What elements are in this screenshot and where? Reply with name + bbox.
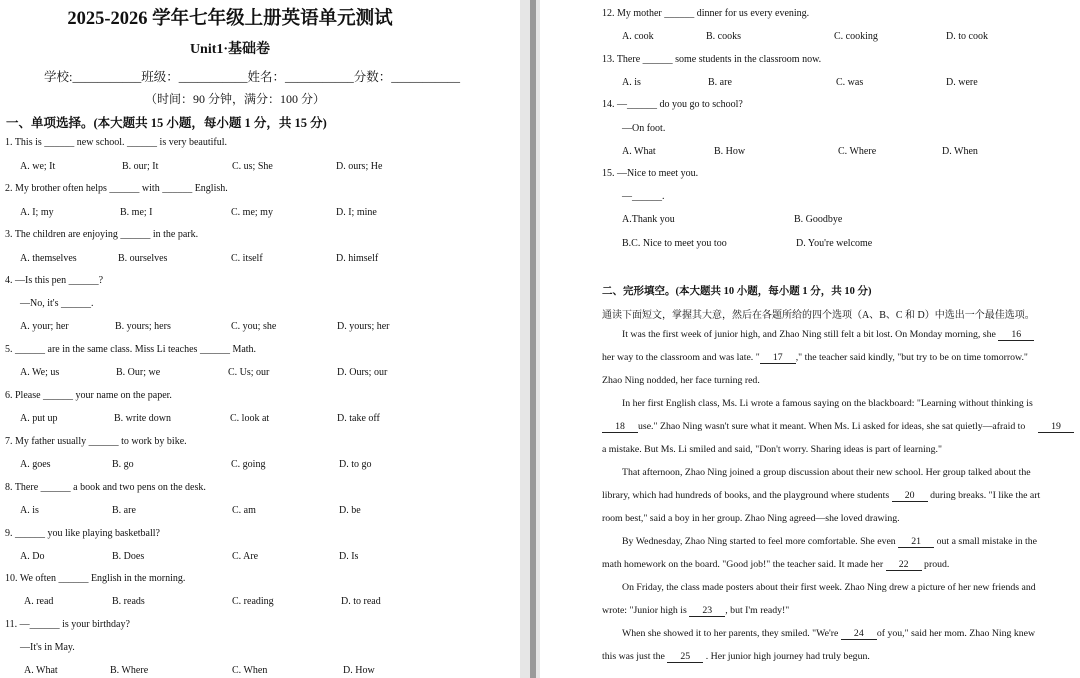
option-a[interactable]: A. We; us <box>20 367 60 378</box>
exam-title: 2025-2026 学年七年级上册英语单元测试 <box>67 9 393 29</box>
passage-text: Zhao Ning nodded, her face turning red. <box>602 375 760 386</box>
question-answer-line: —No, it's ______. <box>20 298 94 309</box>
passage-text: That afternoon, Zhao Ning joined a group discussion about their new school. Her group talked about the <box>622 467 1031 478</box>
question-stem: 3. The children are enjoying ______ in the park. <box>5 229 199 240</box>
exam-subtitle: Unit1·基础卷 <box>189 42 271 57</box>
passage-text: use." Zhao Ning wasn't sure what it meant. When Ms. Li asked for ideas, she sat quietly—afraid to <box>638 421 1026 432</box>
passage-line <box>602 605 1074 617</box>
option-d[interactable]: D. How <box>343 665 375 676</box>
passage-line <box>602 490 1074 502</box>
option-c[interactable]: C. look at <box>230 413 270 424</box>
passage-text: room best," said a boy in her group. Zhao Ning agreed—she loved drawing. <box>602 513 900 524</box>
section2-instruction: 通读下面短文，掌握其大意，然后在各题所给的四个选项（A、B、C 和 D）中选出一个最佳选项。 <box>602 310 1035 321</box>
option-a[interactable]: A. themselves <box>20 253 77 264</box>
page-divider[interactable] <box>530 0 536 678</box>
option-d[interactable]: D. I; mine <box>336 207 377 218</box>
option-a[interactable]: A. goes <box>20 459 51 470</box>
passage-text: In her first English class, Ms. Li wrote a famous saying on the blackboard: "Learning without thinking is <box>622 398 1033 409</box>
option-a[interactable]: A. Do <box>20 551 45 562</box>
option-c[interactable]: C. When <box>232 665 268 676</box>
option-a[interactable]: A. What <box>24 665 58 676</box>
option-a[interactable]: A.Thank you <box>622 214 675 225</box>
option-row <box>0 459 500 473</box>
blank-number[interactable]: 23 <box>689 605 725 617</box>
blank-number[interactable]: 24 <box>841 628 877 640</box>
question-stem: 8. There ______ a book and two pens on the desk. <box>5 482 206 493</box>
option-c[interactable]: B.C. Nice to meet you too <box>622 238 727 249</box>
option-row <box>0 321 500 335</box>
passage-text: of you," said her mom. Zhao Ning knew <box>876 628 1036 639</box>
option-b[interactable]: B. How <box>714 146 746 157</box>
option-c[interactable]: C. reading <box>232 596 274 607</box>
passage-line <box>602 513 1074 524</box>
passage-line <box>602 421 1074 433</box>
option-a[interactable]: A. is <box>20 505 39 516</box>
option-row <box>0 367 500 381</box>
option-b[interactable]: B. our; It <box>122 161 159 172</box>
passage-text: By Wednesday, Zhao Ning started to feel more comfortable. She even <box>622 536 899 547</box>
question-stem: 4. —Is this pen ______? <box>5 275 104 286</box>
question-stem: 1. This is ______ new school. ______ is very beautiful. <box>5 137 228 148</box>
passage-line <box>622 536 1074 548</box>
passage-text: proud. <box>921 559 950 570</box>
option-b[interactable]: B. write down <box>114 413 171 424</box>
option-row <box>0 665 500 678</box>
student-info-line: 学校:___________班级：___________姓名：___________分数：___________ <box>44 70 460 84</box>
option-b[interactable]: B. me; I <box>120 207 153 218</box>
option-row <box>0 596 500 610</box>
option-b[interactable]: B. ourselves <box>118 253 168 264</box>
option-c[interactable]: C. Us; our <box>228 367 270 378</box>
question-stem: 14. —______ do you go to school? <box>602 99 743 110</box>
option-c[interactable]: C. Where <box>838 146 877 157</box>
passage-line <box>622 329 1074 341</box>
option-b[interactable]: B. are <box>708 77 732 88</box>
option-row <box>0 161 500 175</box>
passage-line <box>602 444 1074 455</box>
option-b[interactable]: B. Our; we <box>116 367 161 378</box>
blank-number[interactable]: 19 <box>1038 421 1074 433</box>
option-b[interactable]: B. reads <box>112 596 145 607</box>
option-d[interactable]: D. were <box>946 77 978 88</box>
option-d[interactable]: D. You're welcome <box>796 238 873 249</box>
option-a[interactable]: A. your; her <box>20 321 69 332</box>
question-stem: 9. ______ you like playing basketball? <box>5 528 160 539</box>
option-d[interactable]: D. take off <box>337 413 380 424</box>
option-a[interactable]: A. I; my <box>20 207 54 218</box>
option-a[interactable]: A. read <box>24 596 54 607</box>
question-stem: 2. My brother often helps ______ with ______ English. <box>5 183 228 194</box>
passage-line <box>602 352 1074 364</box>
option-d[interactable]: D. ours; He <box>336 161 383 172</box>
passage-line <box>602 651 1074 663</box>
option-c[interactable]: C. you; she <box>231 321 277 332</box>
passage-text: On Friday, the class made posters about their first week. Zhao Ning drew a picture of her new friends and <box>622 582 1036 593</box>
question-answer-line: —______. <box>622 191 665 202</box>
question-stem: 11. —______ is your birthday? <box>5 619 130 630</box>
option-c[interactable]: C. us; She <box>232 161 273 172</box>
option-a[interactable]: A. cook <box>622 31 654 42</box>
option-a[interactable]: A. What <box>622 146 656 157</box>
passage-line <box>602 559 1074 571</box>
option-c[interactable]: C. cooking <box>834 31 878 42</box>
question-stem: 6. Please ______ your name on the paper. <box>5 390 172 401</box>
option-d[interactable]: D. yours; her <box>337 321 390 332</box>
option-d[interactable]: D. Ours; our <box>337 367 388 378</box>
option-d[interactable]: D. to cook <box>946 31 988 42</box>
option-row <box>0 413 500 427</box>
passage-text: When she showed it to her parents, they smiled. "We're <box>622 628 841 639</box>
option-c[interactable]: C. itself <box>231 253 263 264</box>
option-b[interactable]: B. are <box>112 505 136 516</box>
blank-number[interactable]: 17 <box>760 352 796 364</box>
passage-text: math homework on the board. "Good job!" the teacher said. It made her <box>602 559 886 570</box>
option-a[interactable]: A. is <box>622 77 641 88</box>
option-c[interactable]: C. was <box>836 77 864 88</box>
option-c[interactable]: C. am <box>232 505 256 516</box>
option-b[interactable]: B. cooks <box>706 31 741 42</box>
section1-heading: 一、单项选择。(本大题共 15 小题，每小题 1 分，共 15 分) <box>6 116 327 130</box>
passage-text: wrote: "Junior high is <box>602 605 690 616</box>
passage-text: , but I'm ready!" <box>725 605 790 616</box>
passage-text: ," the teacher said kindly, "but try to be on time tomorrow." <box>795 352 1028 363</box>
option-a[interactable]: A. we; It <box>20 161 56 172</box>
passage-line <box>622 398 1074 409</box>
option-row <box>0 207 500 221</box>
option-b[interactable]: B. Does <box>112 551 145 562</box>
blank-number[interactable]: 18 <box>602 421 638 433</box>
passage-text: this was just the <box>602 651 668 662</box>
passage-text: during breaks. "I like the art <box>927 490 1041 501</box>
option-b[interactable]: B. yours; hers <box>115 321 171 332</box>
blank-number[interactable]: 21 <box>898 536 934 548</box>
passage-text: her way to the classroom and was late. " <box>602 352 760 363</box>
passage-line <box>622 582 1074 593</box>
passage-line <box>622 628 1074 640</box>
question-stem: 5. ______ are in the same class. Miss Li teaches ______ Math. <box>5 344 257 355</box>
option-a[interactable]: A. put up <box>20 413 58 424</box>
option-d[interactable]: D. to go <box>339 459 372 470</box>
option-d[interactable]: D. be <box>339 505 361 516</box>
option-c[interactable]: C. Are <box>232 551 259 562</box>
question-stem: 12. My mother ______ dinner for us every evening. <box>602 8 810 19</box>
option-d[interactable]: D. to read <box>341 596 381 607</box>
option-c[interactable]: C. going <box>231 459 266 470</box>
option-b[interactable]: B. go <box>112 459 134 470</box>
question-answer-line: —On foot. <box>622 123 666 134</box>
option-row <box>0 551 500 565</box>
option-row <box>0 253 500 267</box>
passage-text: library, which had hundreds of books, and the playground where students <box>602 490 892 501</box>
blank-number[interactable]: 25 <box>667 651 703 663</box>
passage-text: a mistake. But Ms. Li smiled and said, "Don't worry. Sharing ideas is part of learning." <box>602 444 942 455</box>
option-d[interactable]: D. When <box>942 146 978 157</box>
blank-number[interactable]: 22 <box>886 559 922 571</box>
question-stem: 10. We often ______ English in the morning. <box>5 573 186 584</box>
time-line: （时间：90 分钟，满分：100 分） <box>144 92 325 106</box>
question-stem: 15. —Nice to meet you. <box>602 168 699 179</box>
option-b[interactable]: B. Where <box>110 665 149 676</box>
passage-text: . Her junior high journey had truly begun. <box>703 651 870 662</box>
question-answer-line: —It's in May. <box>20 642 75 653</box>
blank-number[interactable]: 16 <box>998 329 1034 341</box>
blank-number[interactable]: 20 <box>892 490 928 502</box>
passage-text: It was the first week of junior high, and Zhao Ning still felt a bit lost. On Monday morning, she <box>622 329 999 340</box>
question-stem: 13. There ______ some students in the classroom now. <box>602 54 822 65</box>
passage-text: out a small mistake in the <box>934 536 1038 547</box>
passage-line <box>622 467 1074 478</box>
passage-line <box>602 375 1074 386</box>
option-b[interactable]: B. Goodbye <box>794 214 843 225</box>
question-stem: 7. My father usually ______ to work by bike. <box>5 436 187 447</box>
option-d[interactable]: D. himself <box>336 253 379 264</box>
option-d[interactable]: D. Is <box>339 551 359 562</box>
section2-heading: 二、完形填空。(本大题共 10 小题，每小题 1 分，共 10 分) <box>602 286 872 297</box>
option-row <box>0 505 500 519</box>
option-c[interactable]: C. me; my <box>231 207 273 218</box>
